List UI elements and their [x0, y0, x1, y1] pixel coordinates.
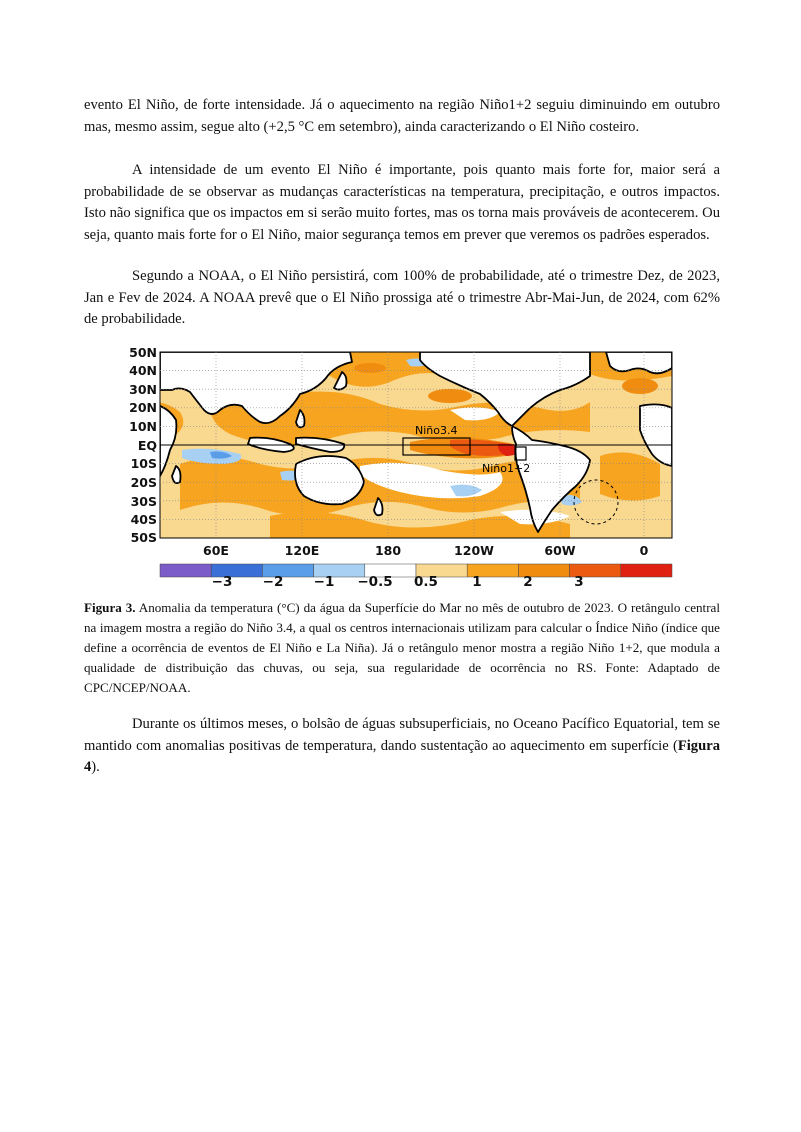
colorbar-segment [621, 564, 672, 577]
colorbar-segment [160, 564, 211, 577]
lon-label: 120E [284, 543, 320, 558]
colorbar-label: −0.5 [357, 574, 393, 590]
colorbar-label: 1 [472, 574, 482, 590]
colorbar-label: −1 [313, 574, 335, 590]
longitude-labels [203, 543, 649, 558]
caption-text: Anomalia da temperatura (°C) da água da Superfície do Mar no mês de outubro de 2023. O retângulo central na imagem mostra a região do Niño 3.4, a qual os centros internacionais utilizam para calcular o Índice Niño (índice que define a ocorrência de eventos de El Niño e La Niña). Já o retângulo menor mostra a região Niño 1+2, que modula a qualidade de distribuição das chuvas, ou seja, sua regularidade de ocorrência no RS. Fonte: Adaptado de CPC/NCEP/NOAA. [84, 600, 720, 695]
lat-label: 10S [130, 456, 157, 471]
figure-4-reference: Figura 4 [84, 737, 720, 775]
lat-label: 30S [130, 494, 157, 509]
lat-label: 20N [129, 400, 157, 415]
paragraph-4 [84, 714, 720, 779]
paragraph-4-end: ). [91, 759, 100, 775]
latitude-labels [129, 346, 157, 545]
paragraph-3: Segundo a NOAA, o El Niño persistirá, com 100% de probabilidade, até o trimestre Dez, de 2023, Jan e Fev de 2024. A NOAA prevê que o El Niño prossiga até o trimestre Abr-Mai-Jun, de 2024, com 62% de probabilidade. [84, 268, 720, 327]
nino34-label: Niño3.4 [415, 424, 458, 437]
nino12-label: Niño1+2 [482, 462, 531, 475]
colorbar-label: 3 [574, 574, 584, 590]
lat-label: 50N [129, 346, 157, 360]
colorbar-label: 2 [523, 574, 533, 590]
figure-caption [84, 598, 720, 698]
colorbar-label: −3 [211, 574, 233, 590]
lat-label: EQ [137, 438, 157, 453]
caption-label: Figura 3. [84, 600, 136, 615]
lon-label: 0 [639, 543, 649, 558]
lat-label: 10N [129, 419, 157, 434]
lon-label: 60E [203, 543, 229, 558]
sst-anomaly-map [120, 346, 680, 592]
lat-label: 50S [130, 530, 157, 545]
sst-anomaly-figure [120, 346, 680, 592]
colorbar-label: 0.5 [414, 574, 438, 590]
paragraph-2: A intensidade de um evento El Niño é importante, pois quanto mais forte for, maior será a probabilidade de se observar as mudanças características na temperatura, precipitação, e outros impactos. Isto não significa que os impactos em si serão muito fortes, mas os torna mais prováveis de acontecerem. Ou seja, quanto mais forte for o El Niño, maior segurança temos em prever que veremos os padrões esperados. [84, 162, 720, 243]
lat-label: 30N [129, 382, 157, 397]
lon-label: 60W [544, 543, 576, 558]
paragraph-4-text: Durante os últimos meses, o bolsão de águas subsuperficiais, no Oceano Pacífico Equatorial, tem se mantido com anomalias positivas de temperatura, dando sustentação ao aquecimento em superfície ( [84, 716, 720, 754]
colorbar-label: −2 [262, 574, 284, 590]
lon-label: 120W [454, 543, 494, 558]
lon-label: 180 [374, 543, 402, 558]
lat-label: 20S [130, 475, 157, 490]
lat-label: 40N [129, 363, 157, 378]
lat-label: 40S [130, 512, 157, 527]
paragraph-1: evento El Niño, de forte intensidade. Já o aquecimento na região Niño1+2 seguiu diminuindo em outubro mas, mesmo assim, segue alto (+2,5 °C em setembro), ainda caracterizando o El Niño costeiro. [84, 97, 720, 135]
